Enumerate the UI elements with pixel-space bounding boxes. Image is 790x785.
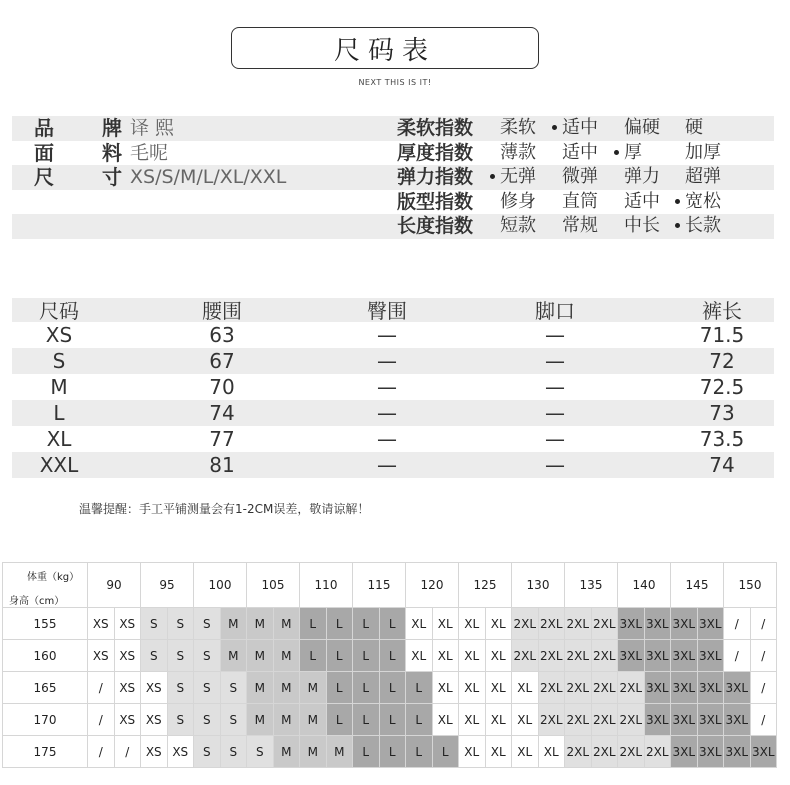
grid-row <box>3 704 777 736</box>
size-cell: 3XL <box>618 608 645 640</box>
size-cell: M <box>273 608 300 640</box>
index-option: 常规 <box>562 215 598 236</box>
size-cell: 2XL <box>644 736 671 768</box>
size-cell: XL <box>459 672 486 704</box>
size-table-cell: — <box>545 349 565 373</box>
size-cell: L <box>326 640 353 672</box>
selected-dot-icon <box>675 199 680 204</box>
size-cell: 3XL <box>671 672 698 704</box>
size-cell: XL <box>432 640 459 672</box>
index-label: 弹力指数 <box>397 166 474 188</box>
size-table-cell: 裤长 <box>702 299 742 323</box>
size-cell: M <box>273 736 300 768</box>
weight-header: 135 <box>565 563 618 608</box>
size-table-cell: — <box>545 323 565 347</box>
size-cell: XL <box>485 672 512 704</box>
size-cell: L <box>326 608 353 640</box>
size-cell: XS <box>114 608 141 640</box>
index-option: 超弹 <box>685 166 721 187</box>
product-info <box>12 116 774 239</box>
size-table-cell: 67 <box>209 349 235 373</box>
size-cell: 3XL <box>724 672 751 704</box>
size-cell: XS <box>114 704 141 736</box>
size-table-cell: 71.5 <box>699 323 745 347</box>
index-option: 中长 <box>624 215 660 236</box>
size-cell: 2XL <box>538 704 565 736</box>
size-cell: S <box>220 672 247 704</box>
size-cell: / <box>88 736 115 768</box>
size-cell: 2XL <box>512 640 539 672</box>
size-cell: 3XL <box>697 608 724 640</box>
size-cell: M <box>300 704 327 736</box>
size-cell: 3XL <box>697 704 724 736</box>
size-cell: L <box>326 704 353 736</box>
info-row <box>12 214 774 239</box>
index-option: 偏硬 <box>624 117 660 138</box>
grid-row <box>3 608 777 640</box>
size-cell: / <box>88 704 115 736</box>
size-cell: L <box>406 704 433 736</box>
index-option: 薄款 <box>500 141 536 163</box>
size-table-cell: 74 <box>709 453 735 477</box>
grid-header-row <box>3 563 777 608</box>
index-option: 适中 <box>562 117 598 138</box>
size-cell: XL <box>459 736 486 768</box>
weight-header: 100 <box>194 563 247 608</box>
size-cell: XL <box>432 608 459 640</box>
size-cell: / <box>750 672 777 704</box>
size-cell: 2XL <box>565 704 592 736</box>
weight-header: 90 <box>88 563 141 608</box>
size-table-cell: 72.5 <box>699 375 745 399</box>
size-cell: / <box>750 704 777 736</box>
size-cell: 3XL <box>644 672 671 704</box>
size-cell: 2XL <box>565 672 592 704</box>
size-cell: 3XL <box>644 640 671 672</box>
fabric-value: 毛呢 <box>130 141 169 164</box>
size-cell: S <box>220 704 247 736</box>
size-cell: M <box>300 736 327 768</box>
size-table <box>12 298 774 478</box>
size-cell: XS <box>88 608 115 640</box>
size-label: 尺 寸 <box>34 165 122 189</box>
size-table-cell: XL <box>46 427 72 451</box>
selected-dot-icon <box>614 150 619 155</box>
weight-header: 95 <box>141 563 194 608</box>
size-table-cell: 尺码 <box>39 299 79 323</box>
size-table-cell: 脚口 <box>535 299 575 323</box>
size-cell: 2XL <box>591 672 618 704</box>
size-cell: 3XL <box>644 704 671 736</box>
index-option: 短款 <box>500 215 536 236</box>
size-cell: 2XL <box>565 736 592 768</box>
size-cell: L <box>379 736 406 768</box>
size-cell: 2XL <box>618 736 645 768</box>
size-table-cell: 73.5 <box>699 427 745 451</box>
size-cell: XL <box>459 608 486 640</box>
page-title: 尺码表 <box>231 27 539 69</box>
size-table-cell: 77 <box>209 427 235 451</box>
size-table-header <box>12 298 774 322</box>
height-axis-label: 身高（cm） <box>9 596 65 607</box>
size-cell: XL <box>485 608 512 640</box>
size-cell: S <box>194 736 221 768</box>
page-subtitle: NEXT THIS IS IT! <box>358 78 432 87</box>
size-table-cell: — <box>377 427 397 451</box>
index-option: 无弹 <box>500 166 536 187</box>
index-option: 长款 <box>685 215 721 236</box>
size-cell: L <box>353 640 380 672</box>
weight-header: 105 <box>247 563 300 608</box>
size-cell: M <box>247 640 274 672</box>
size-cell: M <box>247 704 274 736</box>
size-cell: L <box>379 672 406 704</box>
size-cell: 3XL <box>644 608 671 640</box>
size-cell: S <box>220 736 247 768</box>
size-cell: XL <box>432 704 459 736</box>
size-cell: XL <box>512 736 539 768</box>
grid-corner <box>3 563 88 608</box>
size-recommendation-grid <box>2 562 777 768</box>
height-header: 160 <box>3 640 88 672</box>
size-cell: / <box>114 736 141 768</box>
size-cell: S <box>194 704 221 736</box>
size-cell: XS <box>88 640 115 672</box>
info-row <box>12 165 774 190</box>
size-cell: L <box>300 608 327 640</box>
size-cell: 3XL <box>671 608 698 640</box>
size-cell: S <box>194 672 221 704</box>
size-cell: S <box>167 704 194 736</box>
size-cell: XS <box>141 704 168 736</box>
size-cell: XL <box>512 704 539 736</box>
size-table-row <box>12 400 774 426</box>
size-table-cell: 63 <box>209 323 235 347</box>
weight-header: 120 <box>406 563 459 608</box>
size-cell: 3XL <box>671 640 698 672</box>
size-table-cell: — <box>545 427 565 451</box>
grid-row <box>3 736 777 768</box>
size-cell: M <box>247 672 274 704</box>
size-table-cell: — <box>377 453 397 477</box>
height-header: 170 <box>3 704 88 736</box>
height-header: 175 <box>3 736 88 768</box>
size-table-row <box>12 322 774 348</box>
size-cell: 3XL <box>750 736 777 768</box>
size-cell: L <box>406 736 433 768</box>
index-label: 柔软指数 <box>397 117 474 139</box>
size-table-cell: 81 <box>209 453 235 477</box>
size-cell: 3XL <box>671 736 698 768</box>
size-cell: 2XL <box>591 640 618 672</box>
size-table-cell: — <box>377 401 397 425</box>
size-cell: 3XL <box>671 704 698 736</box>
size-table-row <box>12 374 774 400</box>
size-table-cell: S <box>52 349 66 373</box>
size-table-cell: — <box>545 401 565 425</box>
size-cell: L <box>406 672 433 704</box>
size-cell: L <box>353 704 380 736</box>
size-table-cell: 70 <box>209 375 235 399</box>
size-cell: / <box>724 608 751 640</box>
weight-header: 125 <box>459 563 512 608</box>
brand-label: 品 牌 <box>34 116 122 140</box>
index-option: 直筒 <box>562 190 598 212</box>
size-cell: L <box>379 608 406 640</box>
size-cell: 2XL <box>591 736 618 768</box>
size-cell: / <box>750 608 777 640</box>
index-option: 厚 <box>624 141 642 163</box>
size-cell: / <box>88 672 115 704</box>
size-table-cell: — <box>545 453 565 477</box>
weight-header: 145 <box>671 563 724 608</box>
size-cell: XS <box>141 672 168 704</box>
size-cell: M <box>326 736 353 768</box>
size-table-cell: — <box>545 375 565 399</box>
info-row <box>12 116 774 141</box>
size-table-cell: — <box>377 323 397 347</box>
size-table-row <box>12 348 774 374</box>
weight-header: 150 <box>724 563 777 608</box>
size-cell: 3XL <box>697 672 724 704</box>
size-table-cell: 74 <box>209 401 235 425</box>
size-table-cell: L <box>53 401 65 425</box>
info-row <box>12 190 774 215</box>
size-cell: XL <box>512 672 539 704</box>
index-option: 硬 <box>685 117 703 138</box>
size-table-cell: 72 <box>709 349 735 373</box>
size-cell: S <box>167 640 194 672</box>
size-table-row <box>12 426 774 452</box>
size-cell: M <box>220 640 247 672</box>
weight-header: 130 <box>512 563 565 608</box>
size-cell: 2XL <box>591 704 618 736</box>
size-cell: L <box>326 672 353 704</box>
size-cell: L <box>379 704 406 736</box>
height-header: 165 <box>3 672 88 704</box>
selected-dot-icon <box>552 125 557 130</box>
size-cell: 2XL <box>512 608 539 640</box>
size-table-cell: 腰围 <box>202 299 242 323</box>
size-cell: 2XL <box>538 608 565 640</box>
size-cell: 2XL <box>538 640 565 672</box>
size-cell: L <box>353 736 380 768</box>
size-cell: / <box>724 640 751 672</box>
size-cell: XL <box>485 736 512 768</box>
index-option: 适中 <box>562 141 598 163</box>
index-option: 柔软 <box>500 117 536 138</box>
index-option: 适中 <box>624 190 660 212</box>
index-label: 版型指数 <box>397 190 474 213</box>
size-cell: 3XL <box>697 640 724 672</box>
size-cell: 3XL <box>724 704 751 736</box>
size-table-cell: XXL <box>39 453 79 477</box>
size-cell: L <box>353 672 380 704</box>
size-table-row <box>12 452 774 478</box>
size-table-cell: 臀围 <box>367 299 407 323</box>
size-cell: S <box>194 608 221 640</box>
index-option: 宽松 <box>685 190 721 212</box>
size-cell: M <box>220 608 247 640</box>
size-cell: L <box>432 736 459 768</box>
size-cell: 2XL <box>565 640 592 672</box>
size-table-cell: 73 <box>709 401 735 425</box>
weight-header: 140 <box>618 563 671 608</box>
size-cell: M <box>273 672 300 704</box>
size-cell: XS <box>141 736 168 768</box>
weight-axis-label: 体重（kg） <box>27 572 80 583</box>
size-cell: XL <box>406 608 433 640</box>
size-cell: XL <box>459 704 486 736</box>
size-cell: S <box>141 608 168 640</box>
size-cell: / <box>750 640 777 672</box>
size-cell: XL <box>538 736 565 768</box>
size-table-cell: — <box>377 349 397 373</box>
grid-row <box>3 672 777 704</box>
size-cell: 2XL <box>591 608 618 640</box>
index-option: 加厚 <box>685 141 721 163</box>
index-label: 厚度指数 <box>397 141 474 164</box>
size-cell: S <box>141 640 168 672</box>
info-row <box>12 141 774 166</box>
size-cell: XL <box>485 640 512 672</box>
index-option: 弹力 <box>624 166 660 187</box>
size-cell: XL <box>406 640 433 672</box>
size-table-cell: M <box>50 375 68 399</box>
size-cell: XL <box>432 672 459 704</box>
size-cell: 2XL <box>618 672 645 704</box>
size-cell: L <box>300 640 327 672</box>
index-option: 修身 <box>500 190 536 212</box>
size-cell: 2XL <box>538 672 565 704</box>
index-label: 长度指数 <box>397 215 474 237</box>
size-cell: 2XL <box>565 608 592 640</box>
brand-value: 译 熙 <box>130 117 175 139</box>
selected-dot-icon <box>675 223 680 228</box>
fabric-label: 面 料 <box>34 140 122 165</box>
size-cell: XL <box>459 640 486 672</box>
size-cell: S <box>167 672 194 704</box>
size-cell: 3XL <box>697 736 724 768</box>
size-cell: S <box>167 608 194 640</box>
size-cell: XL <box>485 704 512 736</box>
size-cell: L <box>379 640 406 672</box>
weight-header: 110 <box>300 563 353 608</box>
size-cell: 3XL <box>724 736 751 768</box>
size-value: XS/S/M/L/XL/XXL <box>130 166 287 188</box>
size-cell: 3XL <box>618 640 645 672</box>
measurement-note: 温馨提醒：手工平铺测量会有1-2CM误差，敬请谅解！ <box>79 502 370 516</box>
size-cell: M <box>273 704 300 736</box>
size-cell: XS <box>114 672 141 704</box>
grid-row <box>3 640 777 672</box>
size-table-cell: XS <box>45 323 73 347</box>
size-cell: S <box>194 640 221 672</box>
size-cell: 2XL <box>618 704 645 736</box>
height-header: 155 <box>3 608 88 640</box>
size-cell: L <box>353 608 380 640</box>
index-option: 微弹 <box>562 166 598 187</box>
size-cell: XS <box>114 640 141 672</box>
size-cell: XS <box>167 736 194 768</box>
size-cell: S <box>247 736 274 768</box>
size-cell: M <box>273 640 300 672</box>
size-cell: M <box>300 672 327 704</box>
size-table-cell: — <box>377 375 397 399</box>
weight-header: 115 <box>353 563 406 608</box>
size-cell: M <box>247 608 274 640</box>
selected-dot-icon <box>490 174 495 179</box>
